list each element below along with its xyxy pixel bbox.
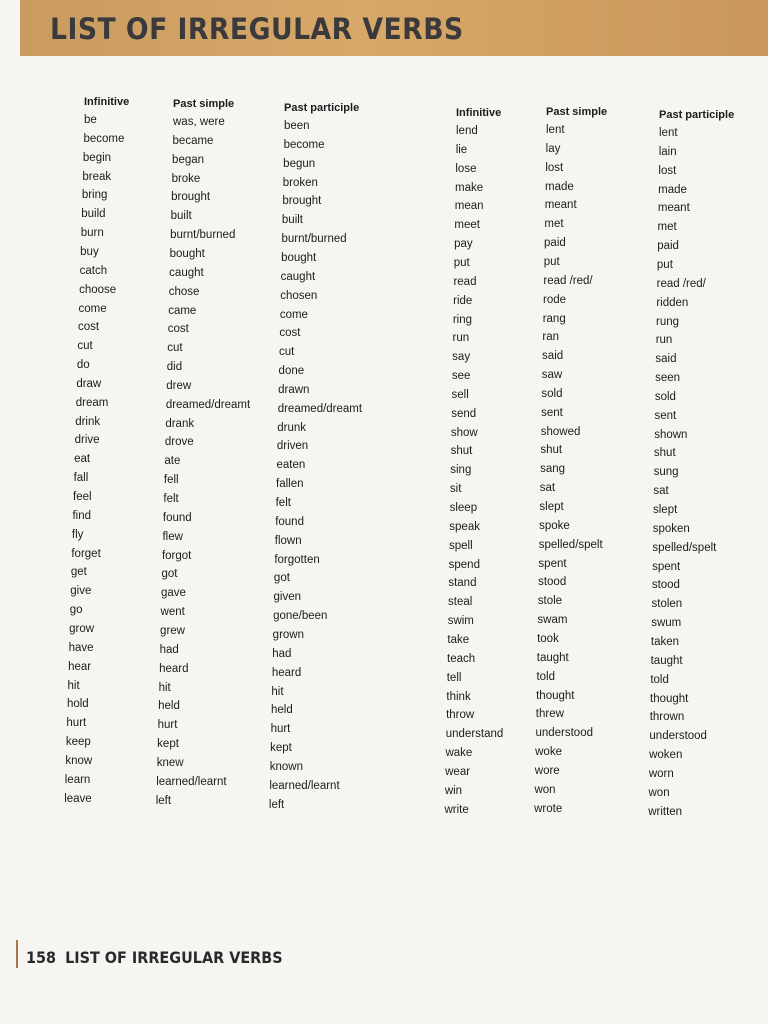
infinitive-cell: lend (456, 125, 478, 137)
past-simple-cell: learned/learnt (156, 775, 227, 788)
infinitive-cell: teach (447, 652, 476, 665)
infinitive-cell: be (84, 114, 97, 126)
header-past-participle: Past participle (284, 102, 360, 114)
past-participle-cell: dreamed/dreamt (277, 402, 363, 415)
past-simple-cell: kept (157, 738, 179, 751)
infinitive-cell: meet (454, 219, 480, 232)
past-simple-cell: held (158, 700, 180, 713)
past-simple-cell: was, were (173, 116, 225, 128)
past-simple-cell: hurt (157, 719, 178, 732)
past-simple-cell: ate (164, 455, 181, 468)
infinitive-cell: spell (448, 539, 473, 552)
past-participle-cell: said (655, 353, 677, 366)
header-past-simple: Past simple (546, 106, 608, 118)
infinitive-cell: forget (71, 547, 101, 560)
infinitive-cell: grow (69, 622, 95, 635)
past-participle-cell: burnt/burned (281, 233, 347, 246)
running-title: LIST OF IRREGULAR VERBS (65, 948, 283, 967)
past-simple-cell: won (534, 783, 556, 796)
infinitive-cell: sleep (449, 502, 478, 514)
past-simple-cell: felt (163, 493, 179, 505)
infinitive-cell: dream (75, 396, 109, 409)
past-participle-cell: fallen (276, 478, 304, 491)
past-simple-cell: rang (542, 312, 566, 325)
infinitive-cell: spend (448, 558, 480, 571)
past-simple-cell: stole (537, 595, 563, 608)
infinitive-cell: hit (67, 679, 80, 692)
infinitive-cell: come (78, 302, 107, 315)
infinitive-cell: buy (80, 245, 99, 258)
past-participle-cell: shown (654, 428, 688, 441)
infinitive-cell: make (455, 181, 484, 194)
infinitive-cell: tell (446, 671, 462, 684)
past-simple-cell: dreamed/dreamt (165, 398, 251, 411)
past-participle-cell: met (657, 221, 677, 234)
infinitive-cell: go (69, 604, 83, 617)
past-participle-cell: been (284, 120, 310, 132)
infinitive-cell: draw (76, 377, 102, 390)
past-simple-cell: slept (539, 501, 564, 513)
page-number: 158 (26, 948, 57, 967)
past-participle-cell: held (270, 704, 293, 717)
infinitive-cell: choose (79, 283, 117, 296)
infinitive-cell: learn (64, 773, 91, 786)
infinitive-cell: hold (66, 698, 89, 711)
past-simple-cell: took (537, 632, 559, 645)
past-participle-cell: given (273, 591, 301, 604)
past-simple-cell: fell (163, 474, 179, 487)
past-simple-cell: met (544, 218, 564, 231)
past-simple-cell: grew (160, 624, 185, 637)
infinitive-cell: fly (71, 528, 84, 541)
infinitive-cell: begin (82, 151, 112, 164)
infinitive-cell: swim (447, 615, 474, 628)
past-participle-cell: shut (653, 447, 676, 460)
past-participle-cell: cut (278, 346, 295, 359)
header-infinitive: Infinitive (456, 107, 502, 119)
infinitive-cell: eat (74, 453, 91, 466)
past-participle-cell: stolen (651, 598, 683, 611)
infinitive-cell: cost (77, 321, 100, 334)
past-simple-cell: lent (546, 124, 565, 136)
past-simple-cell: cost (167, 323, 189, 336)
past-simple-cell: threw (535, 708, 564, 721)
past-participle-cell: grown (272, 628, 304, 641)
infinitive-cell: see (451, 370, 471, 383)
infinitive-cell: leave (64, 792, 92, 805)
past-participle-cell: woken (649, 749, 683, 762)
past-participle-cell: become (283, 138, 325, 151)
infinitive-cell: break (82, 170, 112, 183)
past-simple-cell: showed (540, 425, 581, 438)
past-simple-cell: drank (165, 417, 195, 430)
past-simple-cell: said (542, 350, 564, 363)
infinitive-cell: build (81, 208, 106, 221)
past-participle-cell: thought (650, 692, 689, 705)
past-participle-cell: lent (659, 127, 678, 139)
past-participle-cell: learned/learnt (269, 779, 340, 792)
past-participle-cell: sent (654, 409, 677, 422)
past-participle-cell: found (275, 515, 304, 528)
infinitive-cell: wear (445, 765, 471, 778)
past-simple-cell: sold (541, 387, 563, 400)
past-participle-cell: won (648, 786, 670, 799)
page-title: LIST OF IRREGULAR VERBS (50, 12, 464, 46)
infinitive-cell: steal (448, 596, 473, 609)
past-participle-cell: had (272, 647, 292, 660)
past-participle-cell: swum (651, 617, 682, 630)
past-participle-cell: known (269, 760, 303, 773)
past-simple-cell: sent (541, 406, 563, 419)
infinitive-cell: take (447, 633, 470, 646)
past-simple-cell: wore (534, 764, 560, 777)
infinitive-cell: drive (74, 434, 100, 447)
past-participle-cell: drunk (277, 421, 307, 434)
past-simple-cell: read /red/ (543, 274, 593, 287)
past-participle-cell: begun (283, 157, 316, 170)
past-simple-cell: cut (167, 342, 183, 355)
past-participle-cell: caught (280, 270, 316, 283)
past-participle-cell: felt (275, 497, 291, 509)
past-simple-cell: lost (545, 161, 564, 174)
past-participle-cell: lost (658, 164, 677, 177)
past-participle-cell: spoken (652, 522, 690, 535)
past-participle-cell: brought (282, 195, 322, 208)
infinitive-cell: catch (79, 264, 108, 277)
past-participle-cell: driven (276, 440, 309, 453)
past-simple-cell: spelled/spelt (538, 538, 603, 551)
past-simple-cell: built (170, 210, 192, 223)
past-simple-cell: put (543, 255, 560, 268)
past-simple-cell: knew (156, 756, 184, 769)
past-simple-cell: sang (540, 463, 565, 476)
infinitive-cell: understand (445, 728, 504, 741)
past-simple-cell: swam (537, 614, 568, 627)
past-simple-cell: forgot (161, 549, 192, 562)
past-participle-cell: thrown (649, 711, 685, 724)
past-participle-cell: hurt (270, 723, 291, 736)
past-simple-cell: made (545, 180, 574, 193)
infinitive-cell: ring (452, 313, 472, 326)
past-participle-cell: told (650, 673, 669, 686)
past-participle-cell: paid (657, 240, 679, 253)
past-simple-cell: had (159, 643, 179, 656)
past-participle-cell: flown (274, 534, 302, 547)
infinitive-cell: lie (455, 143, 468, 156)
infinitive-cell: stand (448, 577, 477, 590)
page-footer (26, 948, 283, 967)
past-simple-cell: burnt/burned (170, 229, 236, 242)
past-simple-cell: thought (536, 689, 575, 702)
infinitive-cell: mean (454, 200, 484, 213)
infinitive-cell: know (65, 754, 93, 767)
past-participle-cell: sung (653, 466, 679, 479)
past-participle-cell: stood (651, 579, 680, 592)
infinitive-cell: keep (65, 736, 91, 749)
past-participle-cell: broken (282, 176, 318, 189)
footer-rule (16, 940, 18, 968)
past-participle-cell: taught (650, 654, 683, 667)
past-participle-cell: sold (654, 390, 676, 403)
past-simple-cell: wrote (534, 802, 563, 815)
infinitive-cell: pay (454, 238, 473, 251)
past-participle-cell: seen (655, 372, 681, 385)
past-simple-cell: came (168, 304, 197, 317)
past-simple-cell: became (172, 134, 214, 147)
infinitive-cell: become (83, 132, 125, 145)
past-participle-cell: ridden (656, 296, 689, 309)
header-past-participle: Past participle (659, 109, 735, 121)
past-simple-cell: went (160, 606, 185, 619)
infinitive-cell: send (451, 407, 477, 420)
infinitive-cell: burn (80, 227, 104, 240)
past-participle-cell: got (273, 572, 290, 585)
past-simple-cell: caught (169, 266, 204, 279)
infinitive-cell: write (444, 803, 469, 816)
past-simple-cell: drew (166, 379, 192, 392)
past-participle-cell: built (281, 214, 304, 227)
past-simple-cell: saw (541, 369, 563, 382)
past-participle-cell: rung (656, 315, 680, 328)
header-past-simple: Past simple (173, 98, 235, 110)
past-participle-cell: put (656, 258, 673, 271)
past-participle-cell: gone/been (273, 610, 328, 623)
past-simple-cell: began (172, 153, 205, 166)
past-simple-cell: got (161, 568, 178, 581)
infinitive-cell: find (72, 509, 91, 522)
past-participle-cell: taken (650, 635, 680, 648)
infinitive-cell: drink (75, 415, 101, 428)
past-simple-cell: lay (545, 142, 561, 155)
infinitive-cell: lose (455, 162, 477, 175)
infinitive-cell: fall (73, 472, 89, 485)
past-participle-cell: eaten (276, 459, 306, 472)
past-simple-cell: stood (538, 576, 567, 589)
infinitive-cell: ride (453, 294, 473, 307)
past-simple-cell: broke (171, 172, 201, 185)
past-simple-cell: chose (168, 285, 200, 298)
infinitive-cell: hear (68, 660, 92, 673)
past-simple-cell: understood (535, 727, 593, 740)
past-participle-cell: lain (658, 145, 677, 158)
past-simple-cell: bought (169, 247, 205, 260)
infinitive-cell: read (453, 275, 477, 288)
past-participle-cell: drawn (278, 383, 310, 396)
infinitive-cell: give (70, 585, 92, 598)
infinitive-cell: sell (451, 388, 469, 401)
infinitive-cell: run (452, 332, 470, 345)
infinitive-cell: put (453, 256, 470, 269)
past-simple-cell: spoke (539, 519, 570, 532)
past-simple-cell: shut (540, 444, 563, 457)
past-simple-cell: ran (542, 331, 559, 344)
past-simple-cell: flew (162, 530, 183, 543)
past-simple-cell: hit (158, 681, 171, 694)
past-participle-cell: come (279, 308, 308, 321)
past-participle-cell: forgotten (274, 553, 320, 566)
past-participle-cell: spelled/spelt (652, 541, 717, 554)
past-participle-cell: chosen (280, 289, 318, 302)
past-participle-cell: kept (270, 742, 292, 755)
past-participle-cell: done (278, 365, 305, 378)
infinitive-cell: feel (73, 491, 92, 503)
past-participle-cell: made (658, 183, 687, 196)
past-simple-cell: taught (536, 651, 569, 664)
past-simple-cell: found (162, 511, 192, 524)
infinitive-cell: hurt (66, 717, 87, 730)
infinitive-cell: sing (450, 464, 472, 477)
past-participle-cell: left (268, 798, 285, 811)
past-simple-cell: meant (544, 199, 577, 212)
past-participle-cell: cost (279, 327, 301, 340)
past-participle-cell: slept (653, 504, 678, 516)
infinitive-cell: bring (81, 189, 108, 202)
infinitive-cell: say (452, 351, 471, 364)
past-participle-cell: hit (271, 685, 284, 698)
past-simple-cell: paid (544, 237, 566, 250)
past-participle-cell: sat (653, 485, 669, 498)
past-simple-cell: rode (543, 293, 567, 306)
infinitive-cell: throw (446, 709, 475, 722)
past-participle-cell: read /red/ (656, 277, 706, 290)
infinitive-cell: win (444, 784, 463, 797)
header-infinitive: Infinitive (84, 96, 130, 108)
past-simple-cell: told (536, 670, 555, 683)
past-simple-cell: woke (535, 746, 562, 759)
infinitive-cell: cut (77, 340, 93, 353)
past-participle-cell: bought (281, 251, 317, 264)
infinitive-cell: get (70, 566, 87, 579)
past-simple-cell: drove (164, 436, 194, 449)
past-participle-cell: heard (271, 666, 302, 679)
infinitive-cell: think (446, 690, 471, 703)
past-participle-cell: written (648, 805, 683, 818)
past-simple-cell: left (155, 794, 172, 807)
infinitive-cell: do (76, 359, 90, 372)
past-participle-cell: meant (657, 202, 690, 215)
past-participle-cell: run (655, 334, 673, 347)
past-simple-cell: gave (161, 587, 186, 600)
past-simple-cell: heard (159, 662, 189, 675)
infinitive-cell: sit (449, 483, 462, 496)
past-simple-cell: spent (538, 557, 567, 570)
infinitive-cell: wake (445, 747, 473, 760)
past-simple-cell: sat (539, 482, 556, 495)
past-participle-cell: worn (648, 767, 674, 780)
infinitive-cell: show (450, 426, 478, 439)
infinitive-cell: speak (449, 520, 480, 533)
past-simple-cell: did (166, 361, 183, 374)
infinitive-cell: shut (450, 445, 473, 458)
past-participle-cell: understood (649, 730, 707, 743)
past-participle-cell: spent (652, 560, 681, 573)
past-simple-cell: brought (171, 191, 211, 204)
infinitive-cell: have (68, 641, 94, 654)
